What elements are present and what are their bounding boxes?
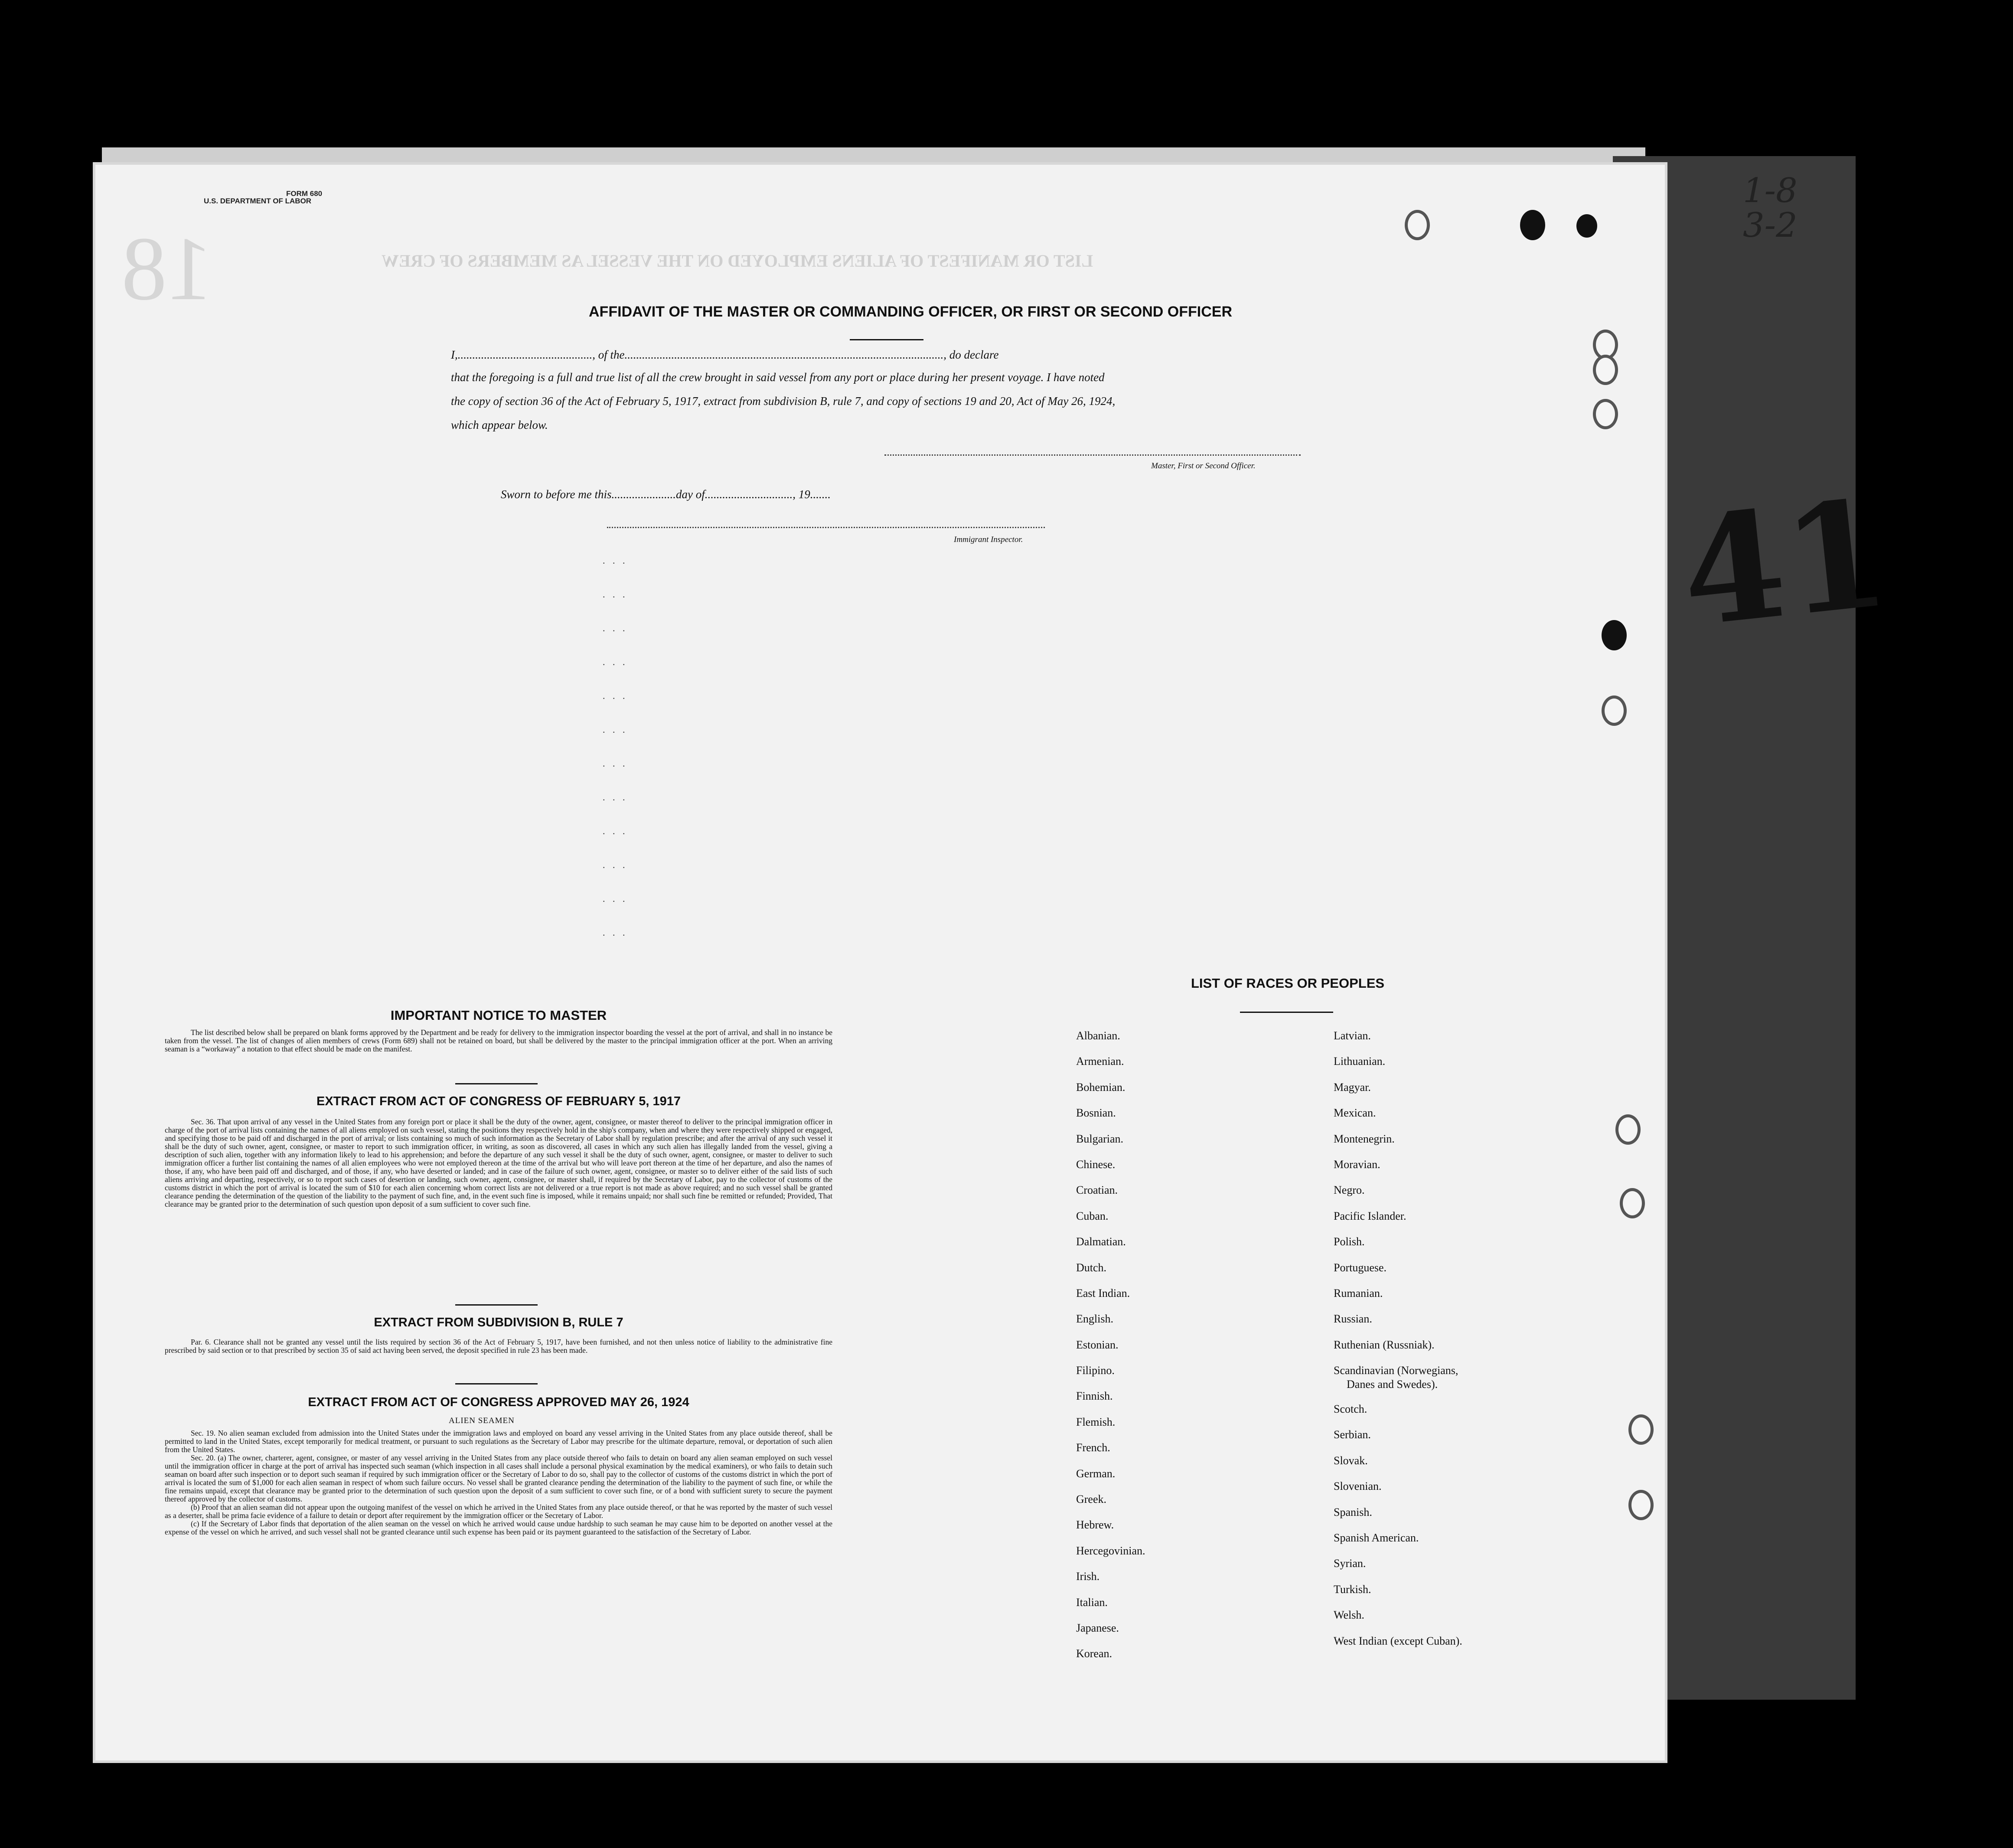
dot-leader-column: . . . xyxy=(603,927,628,938)
race-item: Estonian. xyxy=(1076,1338,1119,1351)
form-number: FORM 680 xyxy=(286,189,323,198)
race-item: Polish. xyxy=(1334,1235,1365,1248)
show-through-number: 18 xyxy=(121,219,212,319)
race-item: Latvian. xyxy=(1334,1029,1371,1042)
race-item: Magyar. xyxy=(1334,1081,1371,1094)
race-item: Negro. xyxy=(1334,1184,1365,1197)
race-item: West Indian (except Cuban). xyxy=(1334,1634,1462,1647)
affidavit-text-line: the copy of section 36 of the Act of February 5, 1917, extract from subdivision B, rule 7, and copy of sections 19 and 20, Act of May 26, 1924, xyxy=(451,395,1116,408)
section-rule xyxy=(455,1083,538,1084)
race-item: Filipino. xyxy=(1076,1364,1115,1377)
race-item: Scandinavian (Norwegians, xyxy=(1334,1364,1458,1377)
punch-hole xyxy=(1576,214,1597,238)
punch-hole xyxy=(1602,620,1627,650)
race-item: Ruthenian (Russniak). xyxy=(1334,1338,1435,1351)
dot-leader-column: . . . xyxy=(603,623,628,633)
race-item: Croatian. xyxy=(1076,1184,1118,1197)
race-item: Turkish. xyxy=(1334,1583,1371,1596)
race-item: Scotch. xyxy=(1334,1403,1367,1416)
race-item: Spanish American. xyxy=(1334,1531,1419,1544)
races-title: LIST OF RACES OR PEOPLES xyxy=(1191,976,1385,991)
dot-leader-column: . . . xyxy=(603,656,628,667)
race-item: Serbian. xyxy=(1334,1428,1371,1441)
punch-hole xyxy=(1628,1490,1654,1520)
race-item: Pacific Islander. xyxy=(1334,1209,1406,1222)
dot-leader-column: . . . xyxy=(603,589,628,600)
race-item: Bosnian. xyxy=(1076,1107,1116,1120)
race-item: German. xyxy=(1076,1467,1116,1480)
dot-leader-column: . . . xyxy=(603,893,628,904)
race-item: Russian. xyxy=(1334,1313,1372,1326)
extract-rule7-paragraph: Par. 6. Clearance shall not be granted any vessel until the lists required by section 36 of the Act of February 5, 1917, have been furnished, and not then unless notice of liability to the administrative fine prescribed by said section or to that prescribed by section 35 of said act having been served, the deposit specified in rule 23 has been made. xyxy=(165,1338,832,1355)
races-list-right xyxy=(1334,1029,1462,1660)
race-item: Hercegovinian. xyxy=(1076,1544,1145,1557)
race-item: Japanese. xyxy=(1076,1621,1119,1634)
notice-paragraph: The list described below shall be prepared on blank forms approved by the Department and be ready for delivery to the immigration inspector boarding the vessel at the port of arrival, and shall in no instance be taken from the vessel. The list of changes of alien members of crews (Form 689) shall not be retained on board, but shall be delivered by the master to the principal immigration officer at the port. When an arriving seaman is a “workaway” a notation to that effect should be made on the manifest. xyxy=(165,1028,832,1053)
master-signature-caption: Master, First or Second Officer. xyxy=(1151,461,1256,470)
extract-1924-paragraph: (c) If the Secretary of Labor finds that deportation of the alien seaman on the vessel on which he arrived would cause undue hardship to such seaman he may cause him to be deported on another vessel at the expense of the vessel on which he arrived, and such vessel shall not be granted clearance until such expense has been paid or its payment guaranteed to the satisfaction of the Secretary of Labor. xyxy=(165,1519,832,1536)
punch-hole xyxy=(1620,1188,1645,1218)
race-item: Irish. xyxy=(1076,1570,1100,1583)
extract-rule7-text xyxy=(165,1338,832,1355)
punch-hole xyxy=(1593,399,1618,429)
race-item: Slovak. xyxy=(1334,1454,1368,1467)
race-item: Portuguese. xyxy=(1334,1261,1387,1274)
races-rule xyxy=(1240,1012,1333,1013)
show-through-header: LIST OR MANIFEST OF ALIENS EMPLOYED ON THE VESSEL AS MEMBERS OF CREW xyxy=(382,251,1093,271)
sworn-line: Sworn to before me this......................day of.............................., 19....... xyxy=(501,488,831,501)
form-header xyxy=(204,190,322,205)
dot-leader-column: . . . xyxy=(603,555,628,566)
affidavit-declaration-line: I,.............................................., of the............................................................................................................., do declare xyxy=(451,348,999,361)
extract-1924-title: EXTRACT FROM ACT OF CONGRESS APPROVED MAY 26, 1924 xyxy=(308,1395,689,1409)
notice-text xyxy=(165,1028,832,1053)
corner-annotation-line2: 3-2 xyxy=(1743,206,1798,245)
dot-leader-column: . . . xyxy=(603,758,628,769)
race-item: Lithuanian. xyxy=(1334,1055,1386,1068)
dot-leader-column: . . . xyxy=(603,826,628,836)
extract-1917-title: EXTRACT FROM ACT OF CONGRESS OF FEBRUARY 5, 1917 xyxy=(316,1094,681,1108)
race-item: Rumanian. xyxy=(1334,1286,1383,1299)
race-item: Cuban. xyxy=(1076,1209,1109,1222)
race-item: Armenian. xyxy=(1076,1055,1124,1068)
inspector-signature-line xyxy=(607,527,1045,528)
race-item: Finnish. xyxy=(1076,1390,1113,1403)
race-item: Dalmatian. xyxy=(1076,1235,1126,1248)
race-item: Flemish. xyxy=(1076,1415,1116,1428)
extract-rule7-title: EXTRACT FROM SUBDIVISION B, RULE 7 xyxy=(374,1316,623,1329)
extract-1924-text xyxy=(165,1429,832,1536)
race-item: Hebrew. xyxy=(1076,1518,1114,1531)
race-item: Danes and Swedes). xyxy=(1347,1378,1438,1391)
extract-1924-paragraph: Sec. 19. No alien seaman excluded from admission into the United States under the immigration laws and employed on board any vessel arriving in the United States from any place outside thereof, shall be permitted to land in the United States, except temporarily for medical treatment, or pursuant to such regulations as the Secretary of Labor may prescribe for the ultimate departure, removal, or deportation of such alien from the United States. xyxy=(165,1429,832,1454)
master-signature-line xyxy=(884,454,1301,456)
extract-1924-subtitle: ALIEN SEAMEN xyxy=(449,1416,515,1425)
punch-hole xyxy=(1602,695,1627,726)
race-item: Albanian. xyxy=(1076,1029,1120,1042)
races-list-left xyxy=(1076,1029,1145,1673)
race-item: Bohemian. xyxy=(1076,1081,1126,1094)
race-item: Italian. xyxy=(1076,1596,1108,1609)
dot-leader-column: . . . xyxy=(603,859,628,870)
affidavit-text-line: that the foregoing is a full and true list of all the crew brought in said vessel from any port or place during her present voyage. I have noted xyxy=(451,371,1105,384)
handwritten-page-number: 41 xyxy=(1674,467,1896,660)
punch-hole xyxy=(1615,1114,1641,1145)
dot-leader-column: . . . xyxy=(603,792,628,803)
affidavit-title: AFFIDAVIT OF THE MASTER OR COMMANDING OFFICER, OR FIRST OR SECOND OFFICER xyxy=(589,304,1232,320)
race-item: Syrian. xyxy=(1334,1557,1366,1570)
punch-hole xyxy=(1593,355,1618,385)
dot-leader-column: . . . xyxy=(603,690,628,701)
race-item: Spanish. xyxy=(1334,1505,1372,1518)
dot-leader-column: . . . xyxy=(603,724,628,735)
punch-hole xyxy=(1520,210,1545,240)
race-item: French. xyxy=(1076,1441,1110,1454)
race-item: English. xyxy=(1076,1313,1113,1326)
affidavit-text-line: which appear below. xyxy=(451,418,548,431)
section-rule xyxy=(455,1304,538,1306)
race-item: Korean. xyxy=(1076,1647,1113,1660)
race-item: Bulgarian. xyxy=(1076,1132,1124,1145)
extract-1924-paragraph: Sec. 20. (a) The owner, charterer, agent, consignee, or master of any vessel arriving in the United States from any place outside thereof who fails to detain on board any alien seaman employed on such vessel until the immigration officer in charge at the port of arrival has inspected such seaman (which inspection in all cases shall include a personal physical examination by the medical examiners), or who fails to detain such seaman on board after such inspection or to deport such seaman if required by such immigration officer or the Secretary of Labor to do so, shall pay to the collector of customs of the customs district in which the port of arrival is located the sum of $1,000 for each alien seaman in respect of whom such failure occurs. No vessel shall be granted clearance pending the determination of the liability to the payment of such fine, or while the fine remains unpaid, except that clearance may be granted prior to the determination of such question upon the deposit of a sum sufficient to cover such fine, or of a bond with sufficient surety to secure the payment thereof approved by the collector of customs. xyxy=(165,1453,832,1503)
corner-annotation-line1: 1-8 xyxy=(1743,171,1798,210)
race-item: Slovenian. xyxy=(1334,1480,1382,1493)
race-item: Welsh. xyxy=(1334,1609,1364,1622)
race-item: Mexican. xyxy=(1334,1107,1376,1120)
extract-1917-paragraph: Sec. 36. That upon arrival of any vessel in the United States from any foreign port or place it shall be the duty of the owner, agent, consignee, or master thereof to deliver to the principal immigration officer in charge of the port of arrival lists containing the names of all aliens employed on such vessel, stating the positions they respectively hold in the ship's company, when and where they were respectively shipped or engaged, and specifying those to be paid off and discharged in the port of arrival; or lists containing so much of such information as the Secretary of Labor shall by regulation prescribe; and after the arrival of any such vessel it shall be the duty of such owner, agent, consignee, or master to report to such immigration officer, in writing, as soon as discovered, all cases in which any such alien has illegally landed from the vessel, giving a description of such alien, together with any information likely to lead to his apprehension; and before the departure of any such vessel it shall be the duty of such owner, agent, consignee, or master to deliver to such immigration officer a further list containing the names of all alien employees who were not employed thereon at the time of the arrival but who will leave port thereon at the time of her departure, and also the names of those, if any, who have been paid off and discharged, and of those, if any, who have deserted or landed; and in case of the failure of such owner, agent, consignee, or master so to deliver either of the said lists of such aliens arriving and departing, respectively, or so to report such cases of desertion or landing, such owner, agent, consignee, or master shall, if required by the Secretary of Labor, pay to the collector of customs of the customs district in which the port of arrival is located the sum of $10 for each alien concerning whom correct lists are not delivered or a true report is not made as above required; and no such vessel shall be granted clearance pending the determination of the question of the liability to the payment of such fine, and, in the event such fine is imposed, while it remains unpaid; nor shall such fine be remitted or refunded; Provided, That clearance may be granted prior to the determination of such question upon deposit of a sum sufficient to cover such fine. xyxy=(165,1117,832,1208)
race-item: Dutch. xyxy=(1076,1261,1107,1274)
section-rule xyxy=(455,1383,538,1384)
race-item: East Indian. xyxy=(1076,1286,1130,1299)
corner-annotation xyxy=(1743,173,1798,243)
punch-hole xyxy=(1405,210,1430,240)
extract-1924-paragraph: (b) Proof that an alien seaman did not appear upon the outgoing manifest of the vessel on which he arrived in the United States from any place outside thereof, or that he was reported by the master of such vessel as a deserter, shall be prima facie evidence of a failure to detain or deport after requirement by the immigration officer or the Secretary of Labor. xyxy=(165,1503,832,1520)
affidavit-rule xyxy=(850,339,923,340)
department-name: U.S. DEPARTMENT OF LABOR xyxy=(204,197,312,205)
punch-hole xyxy=(1628,1414,1654,1445)
race-item: Moravian. xyxy=(1334,1158,1380,1171)
notice-title: IMPORTANT NOTICE TO MASTER xyxy=(390,1008,607,1023)
extract-1917-text xyxy=(165,1118,832,1208)
race-item: Greek. xyxy=(1076,1493,1107,1506)
race-item: Chinese. xyxy=(1076,1158,1116,1171)
inspector-caption: Immigrant Inspector. xyxy=(954,535,1023,544)
race-item: Montenegrin. xyxy=(1334,1132,1395,1145)
